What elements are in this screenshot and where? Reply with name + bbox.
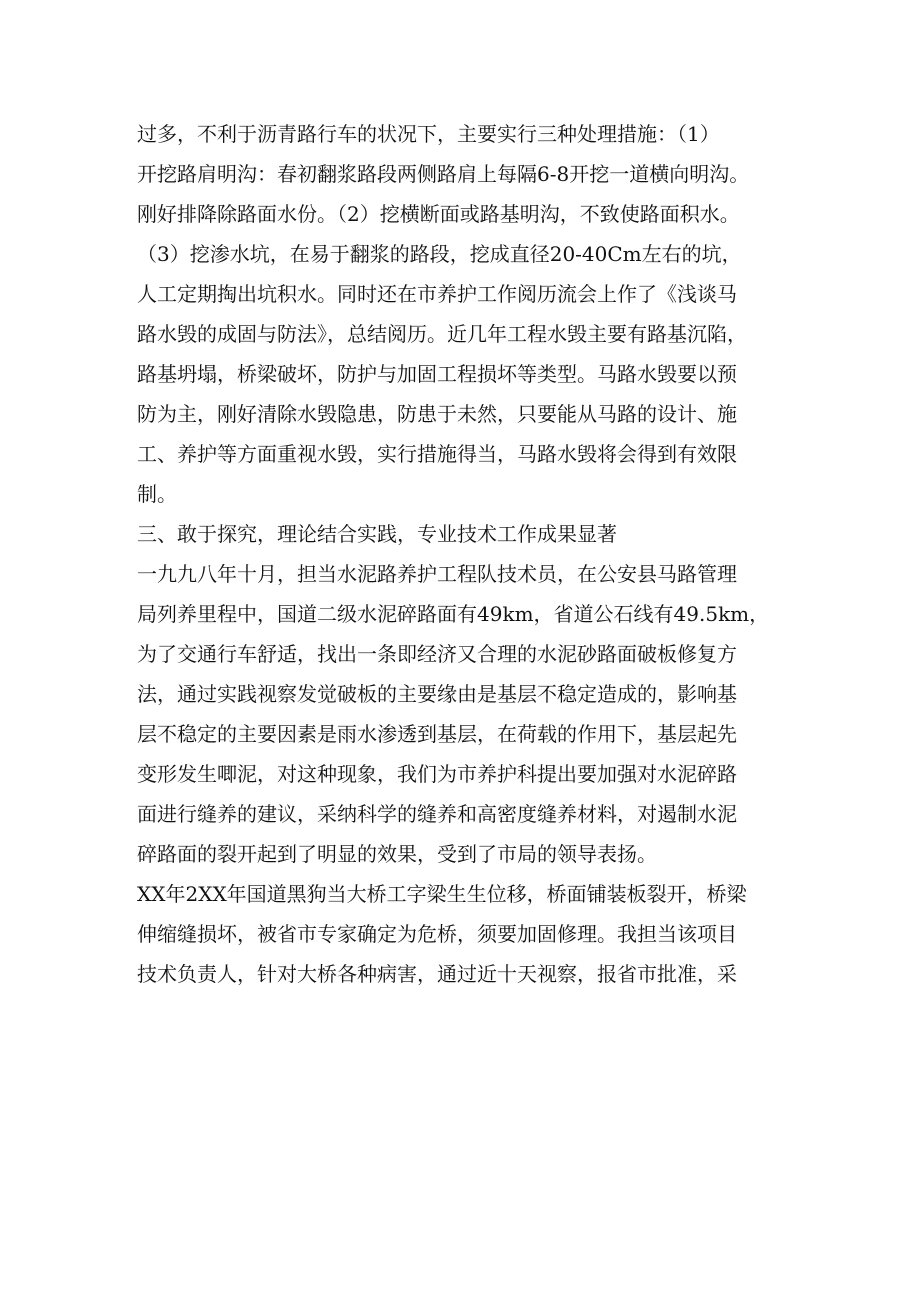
text-line: 一九九八年十月，担当水泥路养护工程队技术员，在公安县马路管理 bbox=[137, 562, 737, 586]
text-line: 法，通过实践视察发觉破板的主要缘由是基层不稳定造成的，影响基 bbox=[137, 682, 737, 706]
text-line: 工、养护等方面重视水毁，实行措施得当，马路水毁将会得到有效限 bbox=[137, 442, 737, 466]
text-line: 路水毁的成固与防法》，总结阅历。近几年工程水毁主要有路基沉陷， bbox=[137, 322, 747, 346]
section-heading: 三、敢于探究，理论结合实践，专业技术工作成果显著 bbox=[137, 522, 617, 546]
text-line: 局列养里程中，国道二级水泥碎路面有49km，省道公石线有49.5km， bbox=[137, 602, 770, 626]
text-line: 过多，不利于沥青路行车的状况下，主要实行三种处理措施：（1） bbox=[137, 122, 720, 146]
text-line: 防为主，刚好清除水毁隐患，防患于未然，只要能从马路的设计、施 bbox=[137, 402, 737, 426]
text-line: 面进行缝养的建议，采纳科学的缝养和高密度缝养材料，对遏制水泥 bbox=[137, 802, 737, 826]
text-line: XX年2XX年国道黑狗当大桥工字梁生生位移，桥面铺装板裂开，桥梁 bbox=[137, 882, 747, 906]
text-line: 技术负责人，针对大桥各种病害，通过近十天视察，报省市批准，采 bbox=[137, 962, 737, 986]
text-line: 层不稳定的主要因素是雨水渗透到基层，在荷载的作用下，基层起先 bbox=[137, 722, 737, 746]
text-line: 变形发生唧泥，对这种现象，我们为市养护科提出要加强对水泥碎路 bbox=[137, 762, 737, 786]
text-line: 开挖路肩明沟：春初翻浆路段两侧路肩上每隔6-8开挖一道横向明沟。 bbox=[137, 162, 750, 186]
text-line: 碎路面的裂开起到了明显的效果，受到了市局的领导表扬。 bbox=[137, 842, 657, 866]
document-body bbox=[137, 114, 837, 994]
text-line: 人工定期掏出坑积水。同时还在市养护工作阅历流会上作了《浅谈马 bbox=[137, 282, 737, 306]
text-line: 制。 bbox=[137, 482, 177, 506]
text-line: 路基坍塌，桥梁破坏，防护与加固工程损坏等类型。马路水毁要以预 bbox=[137, 362, 737, 386]
text-line: 为了交通行车舒适，找出一条即经济又合理的水泥砂路面破板修复方 bbox=[137, 642, 737, 666]
text-line: 刚好排降除路面水份。（2）挖横断面或路基明沟，不致使路面积水。 bbox=[137, 202, 740, 226]
text-line: （3）挖渗水坑，在易于翻浆的路段，挖成直径20-40Cm左右的坑， bbox=[137, 242, 742, 266]
text-line: 伸缩缝损坏，被省市专家确定为危桥，须要加固修理。我担当该项目 bbox=[137, 922, 737, 946]
